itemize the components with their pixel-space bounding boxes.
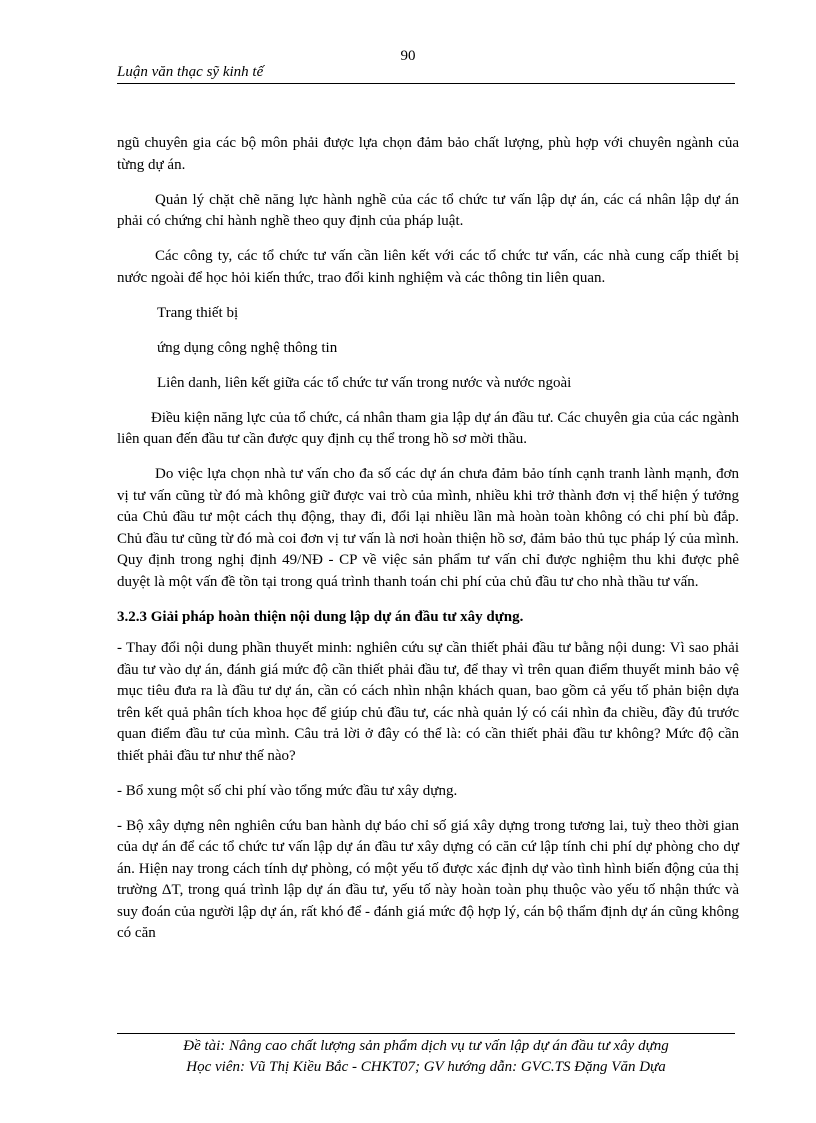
section-heading: 3.2.3 Giải pháp hoàn thiện nội dung lập dự án đầu tư xây dựng. (117, 608, 524, 625)
footer-thesis-title: Đề tài: Nâng cao chất lượng sản phẩm dịch vụ tư vấn lập dự án đầu tư xây dựng (183, 1038, 669, 1054)
list-item-equipment: Trang thiết bị (157, 304, 239, 321)
footer-rule (117, 1033, 735, 1034)
running-header: Luận văn thạc sỹ kinh tế (117, 64, 735, 84)
paragraph-5: Do việc lựa chọn nhà tư vấn cho đa số các dự án chưa đảm bảo tính cạnh tranh lành mạnh, đơn vị tư vấn cũng từ đó mà không giữ được vai trò của mình, nhiều khi trở thành đơn vị thể hiện ý tưởng của Chủ đầu tư một cách thụ động, thay đi, đổi lại nhiều lần mà hoàn toàn không có chi phí bù đắp. Chủ đầu tư cũng từ đó mà coi đơn vị tư vấn là nơi hoàn thiện hồ sơ, đảm bảo thủ tục pháp lý của mình. Quy định trong nghị định 49/NĐ - CP về việc sản phẩm tư vấn chỉ được nghiệm thu khi được phê duyệt là một vấn đề tồn tại trong quá trình thanh toán chi phí của chủ đầu tư cho nhà thầu tư vấn. (117, 466, 739, 590)
paragraph-2: Quản lý chặt chẽ năng lực hành nghề của các tổ chức tư vấn lập dự án, các cá nhân lập dự án phải có chứng chỉ hành nghề theo quy định của pháp luật. (117, 191, 739, 229)
paragraph-7: - Bổ xung một số chi phí vào tổng mức đầu tư xây dựng. (117, 782, 458, 799)
document-body (117, 133, 739, 958)
paragraph-4: Điều kiện năng lực của tổ chức, cá nhân tham gia lập dự án đầu tư. Các chuyên gia của các ngành liên quan đến đầu tư cần được quy định cụ thể trong hồ sơ mời thầu. (117, 409, 739, 447)
list-item-it: ứng dụng công nghệ thông tin (157, 339, 338, 356)
page-number: 90 (400, 48, 416, 64)
paragraph-8: - Bộ xây dựng nên nghiên cứu ban hành dự báo chỉ số giá xây dựng trong tương lai, tuỳ theo thời gian của dự án để các tổ chức tư vấn lập dự án đầu tư xây dựng có căn cứ lập tính chi phí dự phòng cho dự án. Hiện nay trong cách tính dự phòng, có một yếu tố được xác định dự vào tình hình biến động của thị trường ΔT, trong quá trình lập dự án đầu tư, yếu tố này hoàn toàn phụ thuộc vào yếu tố nhận thức và suy đoán của người lập dự án, rất khó để - đánh giá mức độ hợp lý, cán bộ thẩm định dự án cũng không có căn (117, 817, 739, 941)
list-item-joint-venture: Liên danh, liên kết giữa các tổ chức tư vấn trong nước và nước ngoài (157, 374, 572, 391)
footer-student-advisor: Học viên: Vũ Thị Kiều Bắc - CHKT07; GV hướng dẫn: GVC.TS Đặng Văn Dựa (186, 1059, 666, 1075)
footer (117, 1036, 735, 1078)
paragraph-6: - Thay đổi nội dung phần thuyết minh: nghiên cứu sự cần thiết phải đầu tư bằng nội dung: Vì sao phải đầu tư vào dự án, đánh giá mức độ cần thiết phải đầu tư, để thay vì trên quan điểm thuyết minh bảo vệ mục tiêu đưa ra là đầu tư dự án, cần có cách nhìn nhận khách quan, bao gồm cả yếu tố phản biện dựa trên kết quả phân tích khoa học để giúp chủ đầu tư, các nhà quản lý có cái nhìn đa chiều, đầy đủ trước quan điểm đầu tư của mình. Câu trả lời ở đây có thể là: có cần thiết phải đầu tư không? Mức độ cần thiết phải đầu tư như thế nào? (117, 640, 739, 764)
paragraph-1: ngũ chuyên gia các bộ môn phải được lựa chọn đảm bảo chất lượng, phù hợp với chuyên ngành của từng dự án. (117, 135, 739, 173)
paragraph-3: Các công ty, các tổ chức tư vấn cần liên kết với các tổ chức tư vấn, các nhà cung cấp thiết bị nước ngoài để học hỏi kiến thức, trao đổi kinh nghiệm và các thông tin liên quan. (117, 248, 739, 286)
